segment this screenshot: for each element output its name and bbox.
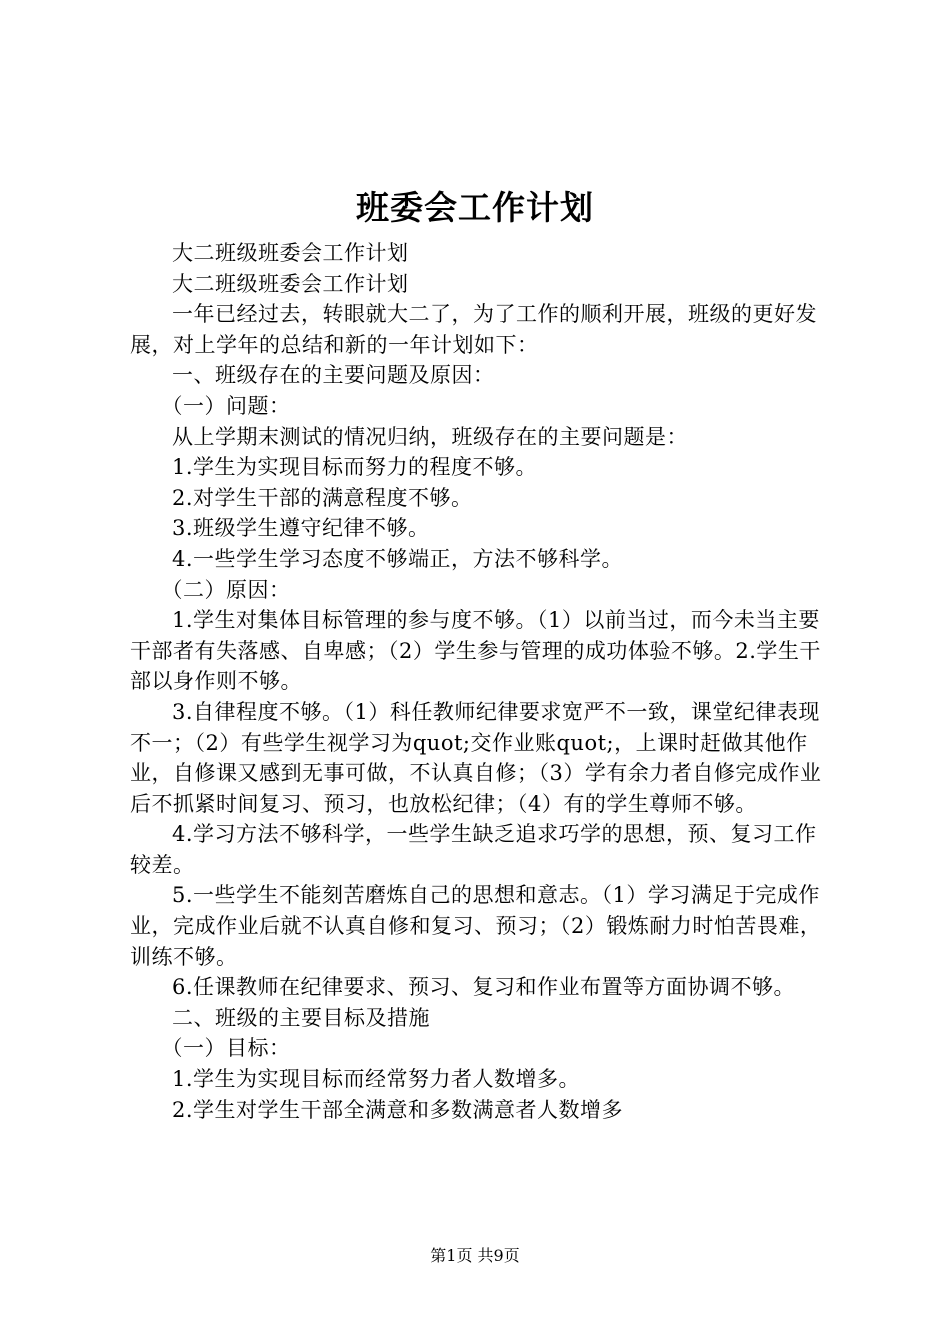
subsection-heading: （二）原因：: [161, 577, 291, 602]
list-item: 4.一些学生学习态度不够端正，方法不够科学。: [172, 546, 624, 571]
list-item: 1.学生为实现目标而努力的程度不够。: [172, 455, 538, 480]
section-heading: 一、班级存在的主要问题及原因：: [172, 363, 495, 388]
list-item: 1.学生对集体目标管理的参与度不够。（1）以前当过，而今未当主要干部者有失落感、自卑感；（2）学生参与管理的成功体验不够。2.学生干部以身作则不够。: [130, 608, 821, 694]
section-heading: 二、班级的主要目标及措施: [172, 1005, 430, 1030]
paragraph: 从上学期末测试的情况归纳，班级存在的主要问题是：: [172, 424, 688, 449]
subsection-heading: （一）问题：: [161, 393, 291, 418]
paragraph: 大二班级班委会工作计划: [172, 271, 409, 296]
list-item: 4.学习方法不够科学，一些学生缺乏追求巧学的思想，预、复习工作较差。: [130, 822, 817, 877]
subsection-heading: （一）目标：: [161, 1036, 291, 1061]
list-item: 2.学生对学生干部全满意和多数满意者人数增多: [172, 1097, 624, 1122]
list-item: 1.学生为实现目标而经常努力者人数增多。: [172, 1067, 581, 1092]
page-footer: 第1页 共9页: [430, 1246, 520, 1265]
list-item: 6.任课教师在纪律要求、预习、复习和作业布置等方面协调不够。: [172, 975, 796, 1000]
paragraph: 大二班级班委会工作计划: [172, 241, 409, 265]
paragraph: 一年已经过去，转眼就大二了，为了工作的顺利开展，班级的更好发展，对上学年的总结和新的一年计划如下：: [130, 302, 817, 357]
list-item: 2.对学生干部的满意程度不够。: [172, 485, 473, 510]
list-item: 3.自律程度不够。（1）科任教师纪律要求宽严不一致，课堂纪律表现不一；（2）有些学生视学习为quot;交作业账quot;，上课时赶做其他作业，自修课又感到无事可做，不认真自修；（3）学有余力者自修完成作业后不抓紧时间复习、预习，也放松纪律；（4）有的学生尊师不够。: [130, 699, 822, 816]
document-body: [130, 238, 830, 1125]
document-title: 班委会工作计划: [356, 188, 594, 227]
list-item: 5.一些学生不能刻苦磨炼自己的思想和意志。（1）学习满足于完成作业，完成作业后就不认真自修和复习、预习；（2）锻炼耐力时怕苦畏难，训练不够。: [130, 883, 822, 969]
list-item: 3.班级学生遵守纪律不够。: [172, 516, 430, 541]
